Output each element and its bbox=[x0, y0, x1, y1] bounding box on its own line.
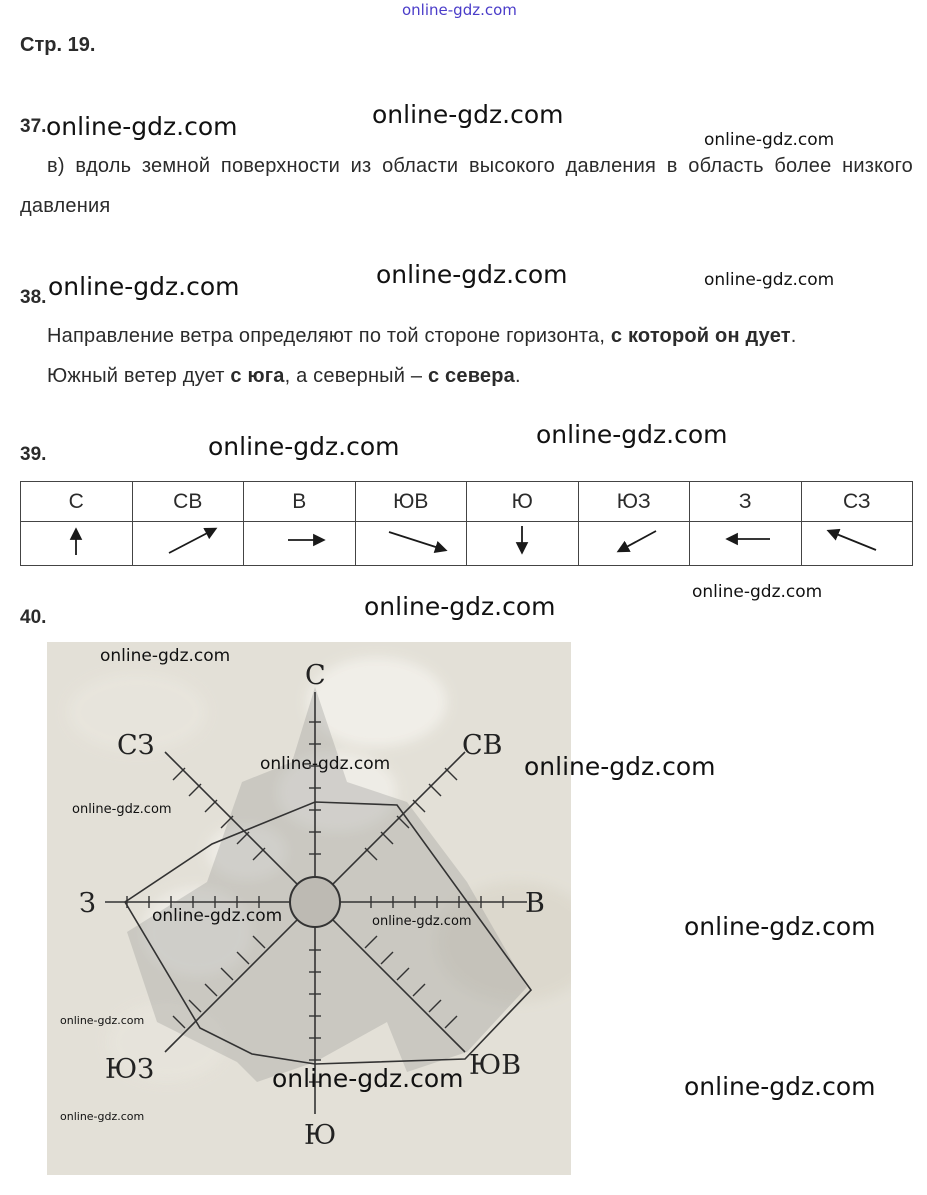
dir-label-ne: СВ bbox=[132, 482, 244, 522]
watermark: online-gdz.com bbox=[684, 912, 876, 941]
rose-label-s: Ю bbox=[304, 1120, 337, 1151]
watermark: online-gdz.com bbox=[272, 1064, 464, 1093]
arrow-down-icon bbox=[472, 522, 572, 560]
arrow-right-icon bbox=[249, 522, 349, 560]
watermark: online-gdz.com bbox=[60, 1014, 145, 1027]
watermark: online-gdz.com bbox=[260, 754, 391, 774]
arrow-southwest-cell bbox=[578, 522, 690, 566]
watermark: online-gdz.com bbox=[72, 802, 172, 817]
watermark: online-gdz.com bbox=[704, 130, 835, 150]
watermark: online-gdz.com bbox=[372, 914, 472, 929]
task-38-sentence-1: Направление ветра определяют по той стороне горизонта, с которой он дует. bbox=[47, 325, 797, 347]
dir-label-n: С bbox=[21, 482, 133, 522]
arrow-south-cell bbox=[467, 522, 579, 566]
watermark: online-gdz.com bbox=[536, 420, 728, 449]
watermark: online-gdz.com bbox=[364, 592, 556, 621]
wind-direction-arrow-row bbox=[21, 522, 913, 566]
arrow-east-cell bbox=[244, 522, 356, 566]
arrow-north-cell bbox=[21, 522, 133, 566]
arrow-down-right-icon bbox=[361, 522, 461, 560]
arrow-northeast-cell bbox=[132, 522, 244, 566]
wind-direction-table bbox=[20, 481, 913, 566]
page-title: Стр. 19. bbox=[20, 34, 96, 56]
dir-label-w: З bbox=[690, 482, 802, 522]
watermark: online-gdz.com bbox=[372, 100, 564, 129]
rose-label-e: В bbox=[525, 888, 545, 919]
watermark: online-gdz.com bbox=[376, 260, 568, 289]
watermark: online-gdz.com bbox=[48, 272, 240, 301]
task-40-number: 40. bbox=[20, 607, 47, 628]
rose-label-n: С bbox=[305, 660, 326, 691]
arrow-down-left-icon bbox=[584, 522, 684, 560]
arrow-southeast-cell bbox=[355, 522, 467, 566]
wind-rose-diagram bbox=[47, 642, 571, 1175]
dir-label-sw: ЮЗ bbox=[578, 482, 690, 522]
watermark: online-gdz.com bbox=[524, 752, 716, 781]
rose-label-ne: СВ bbox=[462, 730, 503, 761]
watermark: online-gdz.com bbox=[208, 432, 400, 461]
dir-label-nw: СЗ bbox=[801, 482, 913, 522]
task-38-answer bbox=[47, 316, 913, 396]
watermark: online-gdz.com bbox=[46, 112, 238, 141]
task-38-number: 38. bbox=[20, 287, 47, 308]
dir-label-s: Ю bbox=[467, 482, 579, 522]
rose-label-w: З bbox=[79, 888, 96, 919]
arrow-northwest-cell bbox=[801, 522, 913, 566]
watermark: online-gdz.com bbox=[60, 1110, 145, 1123]
task-39-number: 39. bbox=[20, 444, 47, 465]
rose-label-nw: СЗ bbox=[117, 730, 155, 761]
task-37-number: 37. bbox=[20, 116, 47, 137]
rose-label-se: ЮВ bbox=[469, 1050, 522, 1081]
arrow-up-left-icon bbox=[807, 522, 907, 560]
top-watermark: online-gdz.com bbox=[402, 1, 517, 19]
arrow-up-right-icon bbox=[138, 522, 238, 560]
rose-center-circle bbox=[290, 877, 340, 927]
task-37-answer: в) вдоль земной поверхности из области высокого давления в область более низкого давления bbox=[20, 155, 913, 217]
dir-label-se: ЮВ bbox=[355, 482, 467, 522]
watermark: online-gdz.com bbox=[100, 646, 231, 666]
rose-label-sw: ЮЗ bbox=[105, 1054, 155, 1085]
arrow-left-icon bbox=[695, 522, 795, 560]
watermark: online-gdz.com bbox=[704, 270, 835, 290]
watermark: online-gdz.com bbox=[152, 906, 283, 926]
watermark: online-gdz.com bbox=[684, 1072, 876, 1101]
dir-label-e: В bbox=[244, 482, 356, 522]
task-38-sentence-2: Южный ветер дует с юга, а северный – с севера. bbox=[47, 365, 521, 387]
watermark: online-gdz.com bbox=[692, 582, 823, 602]
wind-rose-photo bbox=[47, 642, 571, 1175]
wind-direction-header-row bbox=[21, 482, 913, 522]
arrow-west-cell bbox=[690, 522, 802, 566]
arrow-up-icon bbox=[26, 522, 126, 560]
